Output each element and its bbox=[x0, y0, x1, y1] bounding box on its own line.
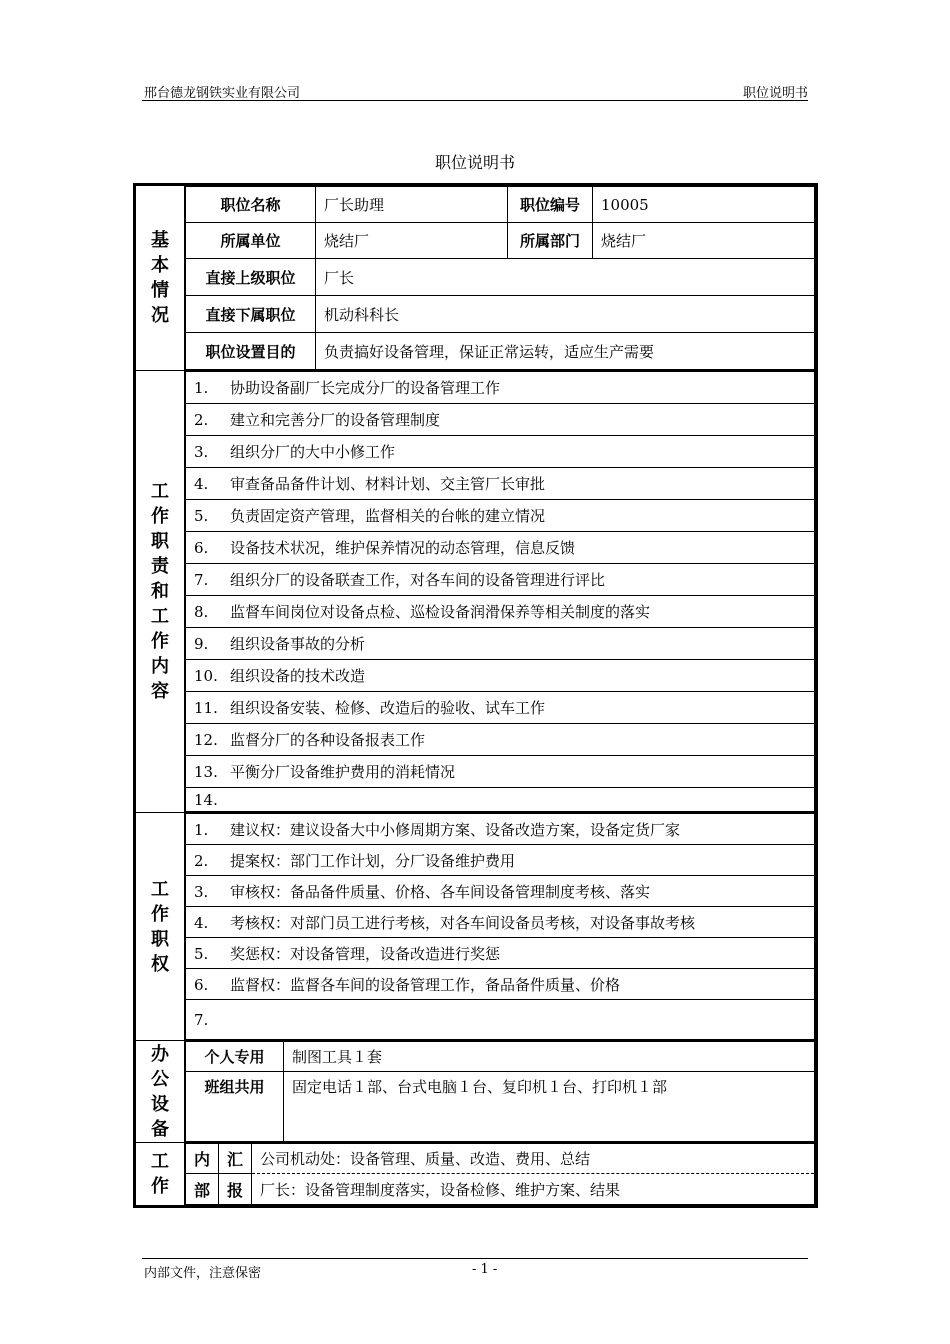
unit-value: 烧结厂 bbox=[316, 223, 508, 259]
authority-section bbox=[135, 813, 817, 1041]
page-number: - 1 - bbox=[472, 1262, 498, 1277]
shared-equipment-label: 班组共用 bbox=[186, 1072, 284, 1142]
work-relations-grid bbox=[185, 1143, 815, 1205]
subordinate-value: 机动科科长 bbox=[316, 296, 815, 333]
equipment-grid bbox=[185, 1041, 815, 1142]
job-description-table bbox=[133, 183, 818, 1208]
basic-info-header: 基 本 情 况 bbox=[135, 185, 185, 371]
subordinate-label: 直接下属职位 bbox=[186, 296, 316, 333]
list-item: 6. 设备技术状况，维护保养情况的动态管理，信息反馈 bbox=[186, 532, 815, 564]
list-item: 7. 组织分厂的设备联查工作，对各车间的设备管理进行评比 bbox=[186, 564, 815, 596]
authority-list bbox=[185, 813, 815, 1040]
list-item: 4. 考核权：对部门员工进行考核，对各车间设备员考核，对设备事故考核 bbox=[186, 907, 815, 938]
list-item: 2. 建立和完善分厂的设备管理制度 bbox=[186, 404, 815, 436]
footer-note: 内部文件，注意保密 bbox=[144, 1266, 262, 1281]
duties-list bbox=[185, 371, 815, 812]
list-item: 1. 建议权：建议设备大中小修周期方案、设备改造方案，设备定货厂家 bbox=[186, 814, 815, 845]
dept-value: 烧结厂 bbox=[593, 223, 815, 259]
report-line-director: 厂长：设备管理制度落实，设备检修、维护方案、结果 bbox=[252, 1174, 815, 1205]
list-item: 14. bbox=[186, 788, 815, 812]
list-item: 2. 提案权：部门工作计划，分厂设备维护费用 bbox=[186, 845, 815, 876]
list-item: 11. 组织设备安装、检修、改造后的验收、试车工作 bbox=[186, 692, 815, 724]
work-relations-section bbox=[135, 1143, 817, 1207]
list-item: 13. 平衡分厂设备维护费用的消耗情况 bbox=[186, 756, 815, 788]
list-item: 3. 审核权：备品备件质量、价格、各车间设备管理制度考核、落实 bbox=[186, 876, 815, 907]
header-doc-type: 职位说明书 bbox=[742, 86, 808, 101]
position-name-value: 厂长助理 bbox=[316, 187, 508, 223]
list-item: 9. 组织设备事故的分析 bbox=[186, 628, 815, 660]
superior-value: 厂长 bbox=[316, 259, 815, 296]
internal-label-top: 内 bbox=[186, 1144, 219, 1174]
work-relations-header: 工 作 bbox=[135, 1143, 185, 1207]
list-item: 7. bbox=[186, 1000, 815, 1040]
shared-equipment-value: 固定电话１部、台式电脑１台、复印机１台、打印机１部 bbox=[284, 1072, 815, 1142]
report-label-bottom: 报 bbox=[219, 1174, 252, 1205]
list-item: 6. 监督权：监督各车间的设备管理工作，备品备件质量、价格 bbox=[186, 969, 815, 1000]
authority-header: 工 作 职 权 bbox=[135, 813, 185, 1041]
duties-header: 工 作 职 责 和 工 作 内 容 bbox=[135, 371, 185, 813]
header-company: 邢台德龙钢铁实业有限公司 bbox=[144, 86, 301, 101]
footer-rule bbox=[142, 1258, 808, 1259]
report-line-company: 公司机动处：设备管理、质量、改造、费用、总结 bbox=[252, 1144, 815, 1174]
unit-label: 所属单位 bbox=[186, 223, 316, 259]
purpose-label: 职位设置目的 bbox=[186, 333, 316, 370]
list-item: 3. 组织分厂的大中小修工作 bbox=[186, 436, 815, 468]
list-item: 12. 监督分厂的各种设备报表工作 bbox=[186, 724, 815, 756]
list-item: 4. 审查备品备件计划、材料计划、交主管厂长审批 bbox=[186, 468, 815, 500]
header-rule bbox=[142, 100, 808, 101]
list-item: 5. 负责固定资产管理，监督相关的台帐的建立情况 bbox=[186, 500, 815, 532]
equipment-section bbox=[135, 1041, 817, 1143]
position-code-value: 10005 bbox=[593, 187, 815, 223]
superior-label: 直接上级职位 bbox=[186, 259, 316, 296]
report-label-top: 汇 bbox=[219, 1144, 252, 1174]
list-item: 1. 协助设备副厂长完成分厂的设备管理工作 bbox=[186, 372, 815, 404]
basic-info-section bbox=[135, 185, 817, 371]
document-title: 职位说明书 bbox=[434, 153, 515, 172]
duties-section bbox=[135, 371, 817, 813]
internal-label-bottom: 部 bbox=[186, 1174, 219, 1205]
list-item: 5. 奖惩权：对设备管理，设备改造进行奖惩 bbox=[186, 938, 815, 969]
list-item: 8. 监督车间岗位对设备点检、巡检设备润滑保养等相关制度的落实 bbox=[186, 596, 815, 628]
position-code-label: 职位编号 bbox=[508, 187, 593, 223]
dept-label: 所属部门 bbox=[508, 223, 593, 259]
personal-equipment-value: 制图工具１套 bbox=[284, 1042, 815, 1072]
list-item: 10. 组织设备的技术改造 bbox=[186, 660, 815, 692]
position-name-label: 职位名称 bbox=[186, 187, 316, 223]
equipment-header: 办 公 设 备 bbox=[135, 1041, 185, 1143]
personal-equipment-label: 个人专用 bbox=[186, 1042, 284, 1072]
purpose-value: 负责搞好设备管理，保证正常运转，适应生产需要 bbox=[316, 333, 815, 370]
basic-info-grid bbox=[185, 186, 815, 370]
